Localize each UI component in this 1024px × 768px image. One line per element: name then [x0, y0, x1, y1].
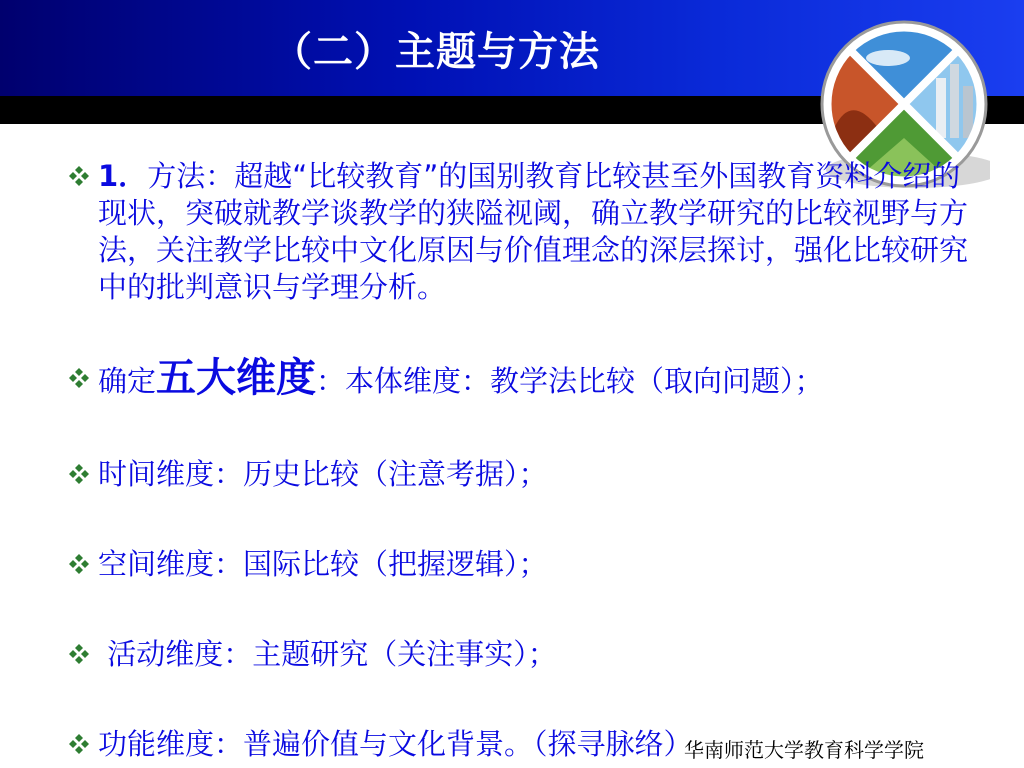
bullet-item-activity: [64, 636, 557, 673]
bullet-item-dimensions: [64, 355, 824, 401]
diamond-bullet-icon: [64, 456, 98, 486]
diamond-bullet-icon: [64, 360, 98, 390]
bullet-item-time: [64, 456, 548, 493]
slide-title: （二）主题与方法: [272, 29, 600, 75]
bullet-prefix: 确定: [98, 364, 157, 398]
diamond-bullet-icon: [64, 546, 98, 576]
bullet-emphasis: 五大维度: [156, 355, 317, 401]
bullet-text: 时间维度：历史比较（注意考据）；: [98, 457, 548, 491]
bullet-suffix: ：本体维度：教学法比较（取向问题）；: [316, 364, 824, 398]
diamond-bullet-icon: [64, 636, 98, 666]
footer-institution: 华南师范大学教育科学学院: [684, 738, 924, 762]
bullet-item-method: [64, 158, 978, 306]
bullet-text: 空间维度：国际比较（把握逻辑）；: [98, 547, 548, 581]
bullet-text: 功能维度：普遍价值与文化背景。（探寻脉络）: [98, 727, 693, 761]
bullet-text: [98, 158, 978, 306]
bullet-text: 活动维度：主题研究（关注事实）；: [98, 637, 557, 671]
bullet-item-space: [64, 546, 548, 583]
bullet-text: [98, 355, 824, 401]
diamond-bullet-icon: [64, 726, 98, 756]
diamond-bullet-icon: [64, 158, 98, 188]
bullet-item-function: [64, 726, 693, 763]
bullet-body: 方法：超越“比较教育”的国别教育比较甚至外国教育资料介绍的现状，突破就教学谈教学的狭隘视阈，确立教学研究的比较视野与方法，关注教学比较中文化原因与价值理念的深层探讨，强化比较研究中的批判意识与学理分析。: [98, 159, 969, 304]
bullet-number: 1．: [98, 159, 148, 193]
